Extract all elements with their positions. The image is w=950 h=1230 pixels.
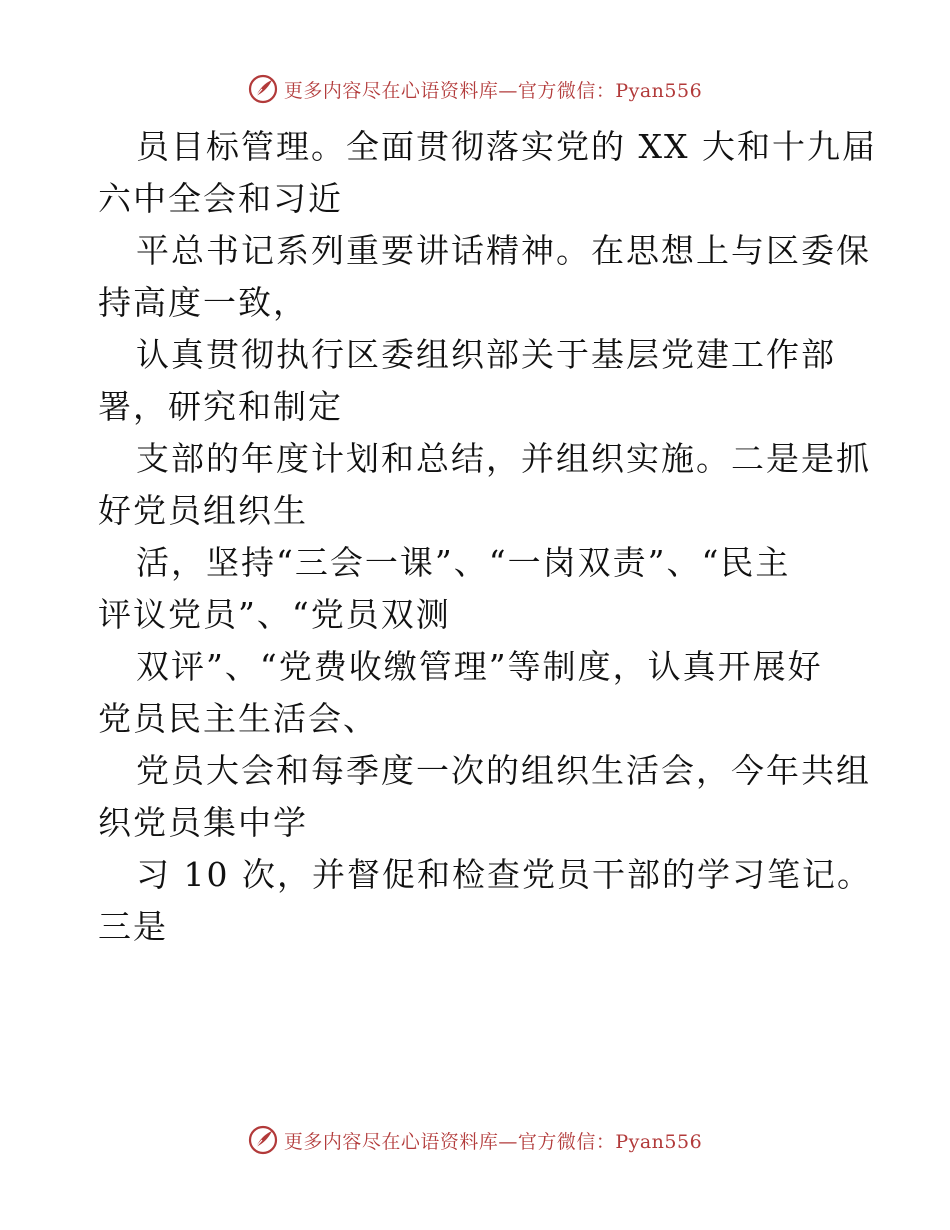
body-line: 认真贯彻执行区委组织部关于基层党建工作部 <box>136 335 836 374</box>
footer-watermark <box>0 1123 950 1157</box>
body-line: 平总书记系列重要讲话精神。在思想上与区委保 <box>136 231 871 270</box>
body-line: 支部的年度计划和总结，并组织实施。二是是抓 <box>136 439 871 478</box>
body-line: 好党员组织生 <box>98 491 308 530</box>
feather-pen-logo-icon <box>248 1125 278 1155</box>
document-body <box>98 121 877 953</box>
feather-pen-logo-icon <box>248 74 278 104</box>
body-line: 织党员集中学 <box>98 803 308 842</box>
body-line: 习 10 次，并督促和检查党员干部的学习笔记。 <box>136 855 872 894</box>
body-line: 活，坚持“三会一课”、“一岗双责”、“民主 <box>136 543 791 582</box>
body-line: 党员民主生活会、 <box>98 699 378 738</box>
body-line: 署，研究和制定 <box>98 387 343 426</box>
watermark-text: 更多内容尽在心语资料库—官方微信：Pyan556 <box>283 1130 703 1153</box>
body-line: 持高度一致， <box>98 283 308 322</box>
body-line: 员目标管理。全面贯彻落实党的 XX 大和十九届 <box>136 127 877 166</box>
watermark-text: 更多内容尽在心语资料库—官方微信：Pyan556 <box>283 79 703 102</box>
body-line: 双评”、“党费收缴管理”等制度，认真开展好 <box>136 647 823 686</box>
body-line: 六中全会和习近 <box>98 179 343 218</box>
body-line: 党员大会和每季度一次的组织生活会，今年共组 <box>136 751 871 790</box>
body-line: 评议党员”、“党员双测 <box>98 595 451 634</box>
header-watermark <box>0 72 950 106</box>
body-line: 三是 <box>98 907 168 946</box>
